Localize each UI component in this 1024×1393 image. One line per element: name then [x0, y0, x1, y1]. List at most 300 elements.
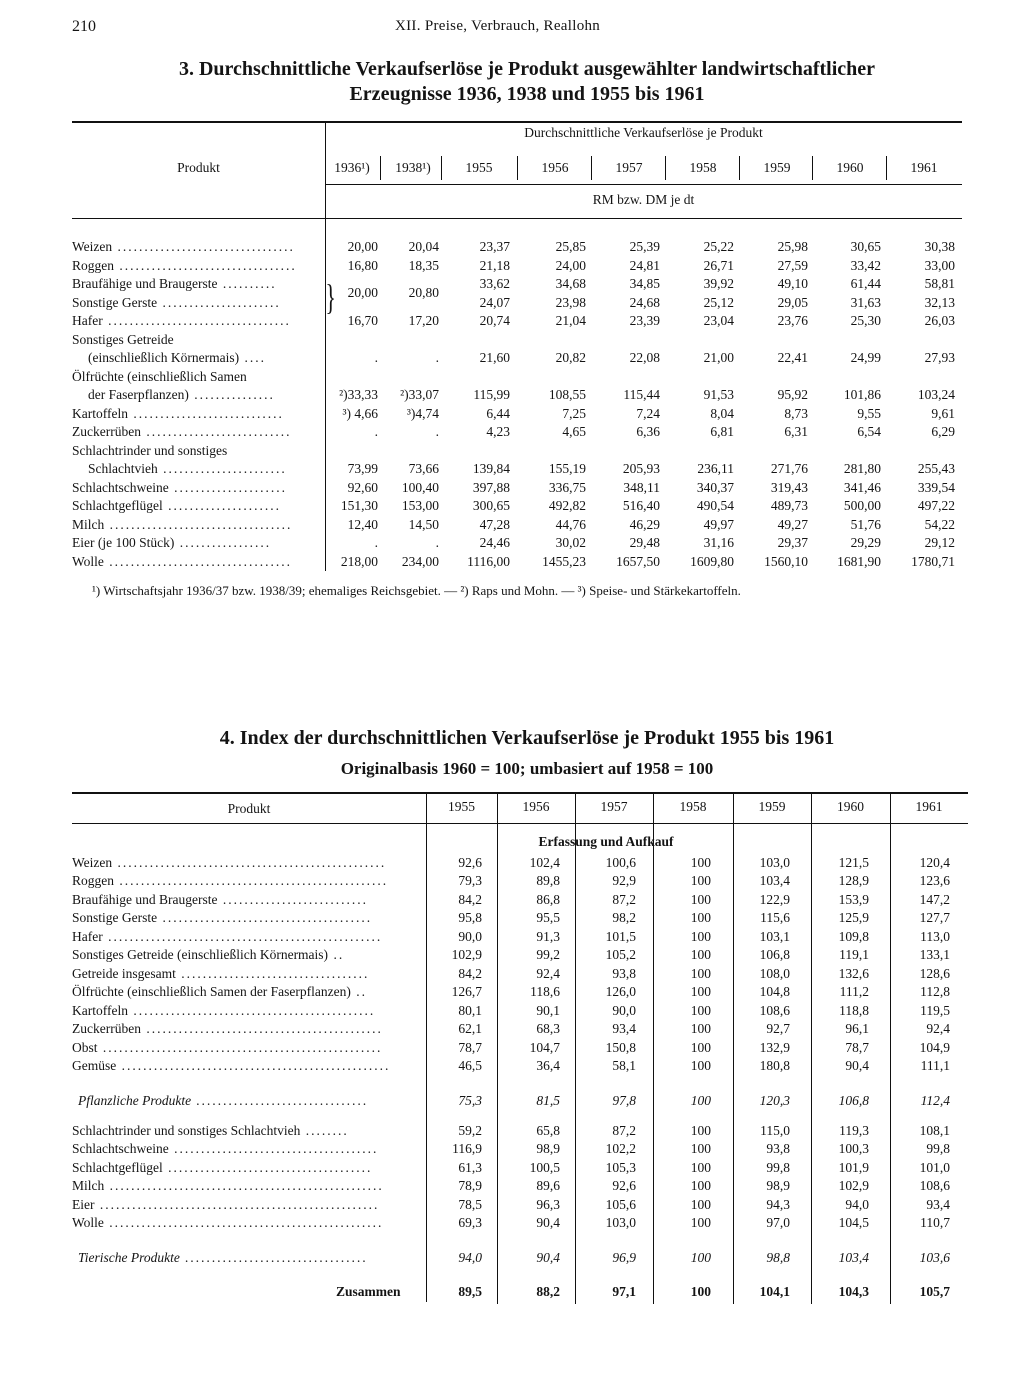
- table3-cell: 6,81: [710, 424, 734, 439]
- table4-cell: 59,2: [458, 1123, 482, 1138]
- table3-cell: 155,19: [548, 461, 586, 476]
- table3-row-label-text: Schlachtschweine: [72, 479, 169, 495]
- table4-cell: 104,7: [529, 1040, 560, 1055]
- table3-row-label: [88, 350, 266, 366]
- table4-row-label: [336, 1284, 401, 1300]
- table4-cell: 92,6: [612, 1178, 636, 1193]
- leader-dots: ..: [328, 947, 345, 962]
- table4-cell: 119,5: [920, 1003, 950, 1018]
- table3-cell: 25,22: [703, 239, 734, 254]
- table3-cell: 29,05: [777, 294, 808, 310]
- table3-cell: 340,37: [696, 479, 734, 495]
- table3-row-label-text: Ölfrüchte (einschließlich Samen: [72, 368, 247, 384]
- table3-cell: 34,68: [555, 276, 586, 291]
- table3-cell: 47,28: [479, 516, 510, 532]
- table4-subtitle: Originalbasis 1960 = 100; umbasiert auf 1958 = 100: [340, 759, 714, 778]
- table4-cell: 100: [690, 1058, 711, 1073]
- table3-cell: 23,39: [629, 313, 660, 328]
- table4-cell: 94,3: [766, 1197, 790, 1212]
- table3-year-header: 1955: [465, 160, 493, 175]
- table4-cell: 65,8: [536, 1123, 560, 1138]
- table4-cell: 123,6: [919, 873, 950, 888]
- table3-row-label: [72, 295, 281, 311]
- table3-cell: ²)33,33: [339, 387, 378, 402]
- table3-row-label-text: Weizen: [72, 239, 113, 254]
- table4-cell: 121,5: [838, 855, 869, 870]
- table3-cell: .: [374, 424, 378, 439]
- table3-cell: 29,29: [850, 535, 881, 550]
- leader-dots: ......................: [157, 294, 281, 310]
- table3-cell: 26,71: [703, 257, 734, 273]
- table4-cell: 68,3: [536, 1021, 560, 1036]
- table4-row-label: [72, 873, 388, 889]
- table4-cell: 75,3: [458, 1093, 482, 1108]
- table4-row-label: [72, 910, 372, 926]
- table4-cell: 133,1: [919, 947, 950, 962]
- table4-cell: 101,0: [919, 1160, 950, 1175]
- table3-cell: 23,76: [777, 313, 808, 328]
- table4-cell: 100: [690, 873, 711, 888]
- leader-dots: ....: [239, 350, 266, 365]
- table4-cell: 128,6: [919, 966, 950, 981]
- table4-cell: 79,3: [458, 873, 482, 888]
- table3-cell: 100,40: [401, 479, 439, 495]
- table3-year-header: 1961: [910, 160, 938, 175]
- leader-dots: ......................................: [162, 1160, 373, 1175]
- table4-cell: 104,3: [838, 1284, 869, 1299]
- table4-cell: 90,4: [536, 1250, 560, 1265]
- table3-row-label: [72, 369, 247, 385]
- table4-cell: 100: [690, 947, 711, 962]
- table3-cell: 103,24: [917, 387, 955, 402]
- page-number: 210: [72, 18, 96, 35]
- table4-cell: 115,0: [760, 1123, 790, 1138]
- table4-cell: 109,8: [838, 929, 869, 944]
- table4-header-rule: [72, 823, 968, 824]
- table4-cell: 98,9: [536, 1141, 560, 1156]
- table3-cell: 27,59: [777, 257, 808, 273]
- table4-cell: 100: [690, 1197, 711, 1212]
- table3-cell: 21,60: [479, 350, 510, 365]
- table3-cell: 8,73: [784, 405, 808, 421]
- table4-cell: 100: [690, 966, 711, 981]
- table3-row-label: [72, 424, 291, 440]
- table3-year-header: 1938¹): [395, 160, 431, 175]
- table3-cell: 6,54: [857, 424, 881, 439]
- table4-cell: 100: [690, 910, 711, 925]
- table3-footnote: ¹) Wirtschaftsjahr 1936/37 bzw. 1938/39; ehemaliges Reichsgebiet. — ²) Raps und Mohn. — ³) Speise- und Stärkekartoffeln.: [92, 583, 741, 598]
- table3-cell: ³) 4,66: [342, 405, 378, 421]
- table3-row-label-text: der Faserpflanzen): [88, 387, 189, 402]
- table4-row-label-text: Zusammen: [336, 1284, 401, 1299]
- table4-cell: 92,6: [458, 855, 482, 870]
- table4-cell: 128,9: [838, 873, 869, 888]
- leader-dots: ..: [350, 984, 368, 999]
- table3-cell: 108,55: [548, 387, 586, 402]
- table4-cell: 90,0: [458, 929, 482, 944]
- table4-cell: 147,2: [919, 892, 950, 907]
- table4-row-label: [72, 929, 382, 945]
- table3-row-label: [72, 480, 287, 496]
- table4-cell: 88,2: [536, 1284, 560, 1299]
- table4-cell: 89,8: [536, 873, 560, 888]
- table3-cell: 492,82: [548, 498, 586, 513]
- table4-cell: 97,0: [766, 1215, 790, 1230]
- table4-cell: 132,6: [838, 966, 869, 981]
- table3-row-label-text: Sonstige Gerste: [72, 294, 158, 310]
- table4-cell: 87,2: [612, 892, 636, 907]
- table4-cell: 100: [690, 892, 711, 907]
- leader-dots: ..................................................: [114, 873, 389, 888]
- table4-cell: 93,8: [766, 1141, 790, 1156]
- table4-cell: 90,0: [612, 1003, 636, 1018]
- table4-cell: 101,9: [838, 1160, 869, 1175]
- table4-cell: 95,5: [536, 910, 560, 925]
- table4-year-header: 1955: [448, 799, 475, 814]
- table4-top-rule: [72, 792, 968, 794]
- table3-cell: 6,29: [931, 424, 955, 439]
- table4-cell: 99,8: [766, 1160, 790, 1175]
- table4-cell: 102,2: [605, 1141, 636, 1156]
- table3-row-label-text: Schlachtrinder und sonstiges: [72, 442, 228, 458]
- table4-cell: 113,0: [920, 929, 950, 944]
- table3-cell: 397,88: [472, 479, 510, 495]
- table3-cell: 271,76: [770, 461, 808, 476]
- table3-cell: 29,37: [777, 535, 808, 550]
- table3-row-label: [88, 387, 275, 403]
- table4-year-header: 1958: [679, 799, 707, 814]
- table4-row-label: [72, 1160, 372, 1176]
- table3-cell: 14,50: [408, 516, 439, 532]
- table4-cell: 105,2: [605, 947, 636, 962]
- leader-dots: ..................................: [102, 313, 291, 328]
- table4-cell: 94,0: [458, 1250, 482, 1265]
- table3-cell: 33,42: [850, 257, 881, 273]
- table4-cell: 180,8: [759, 1058, 790, 1073]
- table3-cell: 500,00: [843, 498, 881, 513]
- leader-dots: ..................................: [104, 516, 293, 532]
- table4-cell: 100: [690, 984, 711, 999]
- table3-row-label: [72, 535, 271, 551]
- table3-cell: 516,40: [622, 498, 660, 513]
- table3-year-header: 1960: [836, 160, 864, 175]
- table3-cell: .: [374, 535, 378, 550]
- table4-cell: 84,2: [458, 892, 482, 907]
- leader-dots: .......................: [157, 461, 287, 476]
- table3-year-divider: [441, 156, 442, 180]
- table4-cell: 93,4: [926, 1197, 950, 1212]
- table4-row-label-text: Eier: [72, 1197, 95, 1212]
- table3-year-header: 1958: [689, 160, 717, 175]
- table4-cell: 100: [690, 1123, 711, 1138]
- table3-cell: 25,30: [850, 313, 881, 328]
- running-head: XII. Preise, Verbrauch, Reallohn: [395, 18, 601, 34]
- table4-cell: 100: [690, 1021, 711, 1036]
- table4-cell: 99,2: [536, 947, 560, 962]
- table3-cell: .: [435, 424, 439, 439]
- table3-cell: 1609,80: [690, 553, 734, 569]
- leader-dots: ....................................................: [97, 1040, 383, 1055]
- table4-cell: 108,0: [759, 966, 790, 981]
- table4-cell: 78,7: [458, 1040, 482, 1055]
- table4-row-label-text: Schlachtrinder und sonstiges Schlachtvieh: [72, 1123, 301, 1138]
- table4-cell: 103,4: [838, 1250, 869, 1265]
- table4-cell: 94,0: [845, 1197, 869, 1212]
- table3-cell: 58,81: [924, 276, 955, 291]
- table4-row-label-text: Zuckerrüben: [72, 1021, 141, 1036]
- table4-row-label: [72, 1040, 382, 1056]
- table4-cell: 99,8: [926, 1141, 950, 1156]
- table3-year-divider: [812, 156, 813, 180]
- table3-cell: ³)4,74: [406, 405, 439, 421]
- table3-title-line2: Erzeugnisse 1936, 1938 und 1955 bis 1961: [349, 83, 705, 105]
- table3-header-rule: [72, 218, 962, 219]
- table4-cell: 91,3: [536, 929, 560, 944]
- table3-cell: 73,66: [408, 461, 439, 476]
- table4-cell: 98,8: [766, 1250, 790, 1265]
- table4-row-label: [72, 1215, 383, 1231]
- table3-row-label-text: Hafer: [72, 313, 103, 328]
- leader-dots: ..................................: [179, 1250, 368, 1265]
- table4-cell: 127,7: [919, 910, 950, 925]
- table4-cell: 111,2: [839, 984, 869, 999]
- table4-row-label-text: Obst: [72, 1040, 98, 1055]
- table4-cell: 119,3: [839, 1123, 869, 1138]
- table3-cell: 7,24: [636, 405, 660, 421]
- table4-row-label: [72, 1058, 390, 1074]
- table3-cell: 21,00: [703, 350, 734, 365]
- table3-cell: 95,92: [777, 387, 808, 402]
- table3-row-label-text: Eier (je 100 Stück): [72, 535, 175, 550]
- table3-cell: 236,11: [697, 461, 734, 476]
- table3-cell: 24,07: [479, 294, 510, 310]
- table4-cell: 118,6: [530, 984, 560, 999]
- leader-dots: ..................................: [103, 553, 293, 569]
- table4-cell: 62,1: [458, 1021, 482, 1036]
- leader-dots: .....................: [162, 498, 281, 513]
- table4-cell: 103,0: [605, 1215, 636, 1230]
- table3-year-header: 1956: [541, 160, 569, 175]
- table3-year-divider: [739, 156, 740, 180]
- table3-cell: 255,43: [917, 461, 955, 476]
- table4-year-header: 1959: [758, 799, 786, 814]
- table4-cell: 102,9: [838, 1178, 869, 1193]
- table4-row-label-text: Schlachtgeflügel: [72, 1160, 163, 1175]
- table4-cell: 87,2: [612, 1123, 636, 1138]
- table4-cell: 103,6: [919, 1250, 950, 1265]
- table4-row-label-text: Wolle: [72, 1215, 104, 1230]
- table3-cell: 29,48: [629, 535, 660, 550]
- table3-col-group: Durchschnittliche Verkaufserlöse je Produkt: [524, 125, 763, 140]
- table4-row-label-text: Pflanzliche Produkte: [78, 1093, 192, 1108]
- table4-cell: 69,3: [458, 1215, 482, 1230]
- table4-cell: 103,1: [759, 929, 790, 944]
- table4-cell: 122,9: [759, 892, 790, 907]
- table3-cell: 34,85: [629, 276, 660, 291]
- table4-cell: 89,5: [458, 1284, 482, 1299]
- table4-cell: 100,5: [529, 1160, 560, 1175]
- table4-cell: 100: [690, 1215, 711, 1230]
- leader-dots: ...........................: [217, 892, 368, 907]
- table4-section: Erfassung und Aufkauf: [538, 834, 674, 849]
- table4-cell: 96,3: [536, 1197, 560, 1212]
- table4-cell: 104,5: [838, 1215, 869, 1230]
- table3-cell: 151,30: [340, 498, 378, 513]
- table4-year-header: 1961: [915, 799, 943, 814]
- table4-cell: 116,9: [452, 1141, 482, 1156]
- leader-dots: ......................................: [168, 1141, 379, 1156]
- table3-cell: .: [435, 535, 439, 550]
- table3-cell: 23,37: [479, 239, 510, 254]
- table4-cell: 100: [690, 1003, 711, 1018]
- table3-cell: 33,62: [479, 276, 510, 291]
- table4-cell: 78,7: [845, 1040, 869, 1055]
- table3-row-label-text: Wolle: [72, 553, 104, 569]
- table4-cell: 105,6: [605, 1197, 636, 1212]
- table3-cell: 51,76: [850, 516, 881, 532]
- table4-cell: 90,1: [536, 1003, 560, 1018]
- table3-cell: 101,86: [843, 387, 881, 402]
- table3-cell: 319,43: [770, 479, 808, 495]
- leader-dots: ...................................................: [104, 1178, 384, 1193]
- table4-cell: 100: [690, 1178, 711, 1193]
- table3-row-label-text: Schlachtvieh: [88, 461, 158, 476]
- table4-cell: 78,9: [458, 1178, 482, 1193]
- table4-cell: 97,8: [612, 1093, 636, 1108]
- table4-cell: 100: [690, 1250, 711, 1265]
- table4-row-label: [72, 1021, 383, 1037]
- table3-cell: 46,29: [629, 516, 660, 532]
- table4-row-label-text: Sonstiges Getreide (einschließlich Körnermais): [72, 947, 329, 962]
- table4-cell: 78,5: [458, 1197, 482, 1212]
- table4-cell: 106,8: [759, 947, 790, 962]
- table3-row-label-text: (einschließlich Körnermais): [88, 350, 240, 365]
- table4-row-label: [72, 1141, 378, 1157]
- table3-row-label-text: Schlachtgeflügel: [72, 498, 163, 513]
- table3-cell: .: [435, 350, 439, 365]
- table4-row-label: [72, 966, 369, 982]
- table4-row-label-text: Tierische Produkte: [78, 1250, 180, 1265]
- table4-row-label-text: Sonstige Gerste: [72, 910, 158, 925]
- table3-cell: 1657,50: [616, 553, 660, 569]
- table3-cell: 49,10: [777, 276, 808, 291]
- table3-cell: 54,22: [924, 516, 955, 532]
- table4-cell: 100: [690, 1093, 711, 1108]
- table4-cell: 80,1: [458, 1003, 482, 1018]
- table4-cell: 118,8: [839, 1003, 869, 1018]
- table3-cell: 12,40: [347, 516, 378, 532]
- table3-row-label-text: Roggen: [72, 257, 114, 273]
- table3-row-label: [72, 517, 292, 533]
- table4-cell: 100: [690, 1141, 711, 1156]
- table3-cell: 20,00: [347, 239, 378, 254]
- table3-row-label-text: Sonstiges Getreide: [72, 331, 174, 347]
- table3-cell: 73,99: [347, 461, 378, 476]
- table4-cell: 84,2: [458, 966, 482, 981]
- table4-cell: 100,3: [838, 1141, 869, 1156]
- table3-cell: 24,00: [555, 257, 586, 273]
- table4-cell: 110,7: [920, 1215, 950, 1230]
- table3-year-header: 1936¹): [334, 160, 370, 175]
- table4-cell: 115,6: [760, 910, 790, 925]
- table3-row-label-text: Zuckerrüben: [72, 424, 141, 439]
- table4-cell: 103,0: [759, 855, 790, 870]
- table4-cell: 108,1: [919, 1123, 950, 1138]
- table3-row-label: [72, 554, 292, 570]
- table4-cell: 150,8: [605, 1040, 636, 1055]
- table3-row-label: [72, 406, 284, 422]
- table4-cell: 98,9: [766, 1178, 790, 1193]
- table3-cell: 16,80: [347, 257, 378, 273]
- table3-cell: 17,20: [408, 313, 439, 328]
- table3-cell: 29,12: [924, 535, 955, 550]
- table3-cell: 24,81: [629, 257, 660, 273]
- table4-cell: 100: [690, 855, 711, 870]
- table4-cell: 104,9: [919, 1040, 950, 1055]
- table3-cell: 31,63: [850, 294, 881, 310]
- table3-cell: 23,04: [703, 313, 734, 328]
- table4-cell: 112,4: [920, 1093, 950, 1108]
- table3-cell: 9,55: [857, 405, 881, 421]
- table4-row-label-text: Schlachtschweine: [72, 1141, 169, 1156]
- table3-year-divider: [591, 156, 592, 180]
- table3-cell: 22,08: [629, 350, 660, 365]
- table4-title: 4. Index der durchschnittlichen Verkaufserlöse je Produkt 1955 bis 1961: [219, 727, 835, 749]
- table4-cell: 132,9: [759, 1040, 790, 1055]
- table4-cell: 120,3: [759, 1093, 790, 1108]
- table3-cell: 24,99: [850, 350, 881, 365]
- table3-cell: 25,12: [703, 294, 734, 310]
- table4-cell: 100: [690, 1160, 711, 1175]
- table3-cell: 115,44: [623, 387, 660, 402]
- table3-title: [72, 57, 982, 107]
- table3-cell: 16,70: [347, 313, 378, 328]
- table4-cell: 120,4: [919, 855, 950, 870]
- table3-cell: 44,76: [555, 516, 586, 532]
- table4-cell: 125,9: [838, 910, 869, 925]
- table3-cell: 27,93: [924, 350, 955, 365]
- table4-row-label-text: Hafer: [72, 929, 103, 944]
- table4-cell: 111,1: [920, 1058, 950, 1073]
- table4-cell: 126,0: [605, 984, 636, 999]
- leader-dots: ...............: [188, 387, 275, 402]
- table4-cell: 102,9: [451, 947, 482, 962]
- table3-cell: 61,44: [850, 276, 881, 291]
- table3-cell: 18,35: [408, 257, 439, 273]
- table3-cell: 22,41: [777, 350, 808, 365]
- table4-cell: 153,9: [838, 892, 869, 907]
- table3-cell: 23,98: [555, 294, 586, 310]
- table3-cell: 4,23: [486, 424, 510, 439]
- table3-row-label: [72, 276, 277, 292]
- table4-cell: 81,5: [536, 1093, 560, 1108]
- table4-cell: 101,5: [605, 929, 636, 944]
- table3-cell: ²)33,07: [400, 387, 439, 402]
- table4-row-label: [72, 984, 367, 1000]
- table4-cell: 96,9: [612, 1250, 636, 1265]
- table3-cell: 30,65: [850, 239, 881, 254]
- table3-cell: 348,11: [623, 479, 660, 495]
- leader-dots: ...................................: [175, 966, 370, 981]
- table3-top-rule: [72, 121, 962, 123]
- table3-row-label: [72, 313, 291, 329]
- table4-cell: 103,4: [759, 873, 790, 888]
- table4-cell: 126,7: [451, 984, 482, 999]
- table4-col-product: Produkt: [227, 801, 271, 816]
- table4-row-label-text: Kartoffeln: [72, 1003, 128, 1018]
- table4-cell: 119,1: [839, 947, 869, 962]
- leader-dots: ............................................: [140, 1021, 383, 1036]
